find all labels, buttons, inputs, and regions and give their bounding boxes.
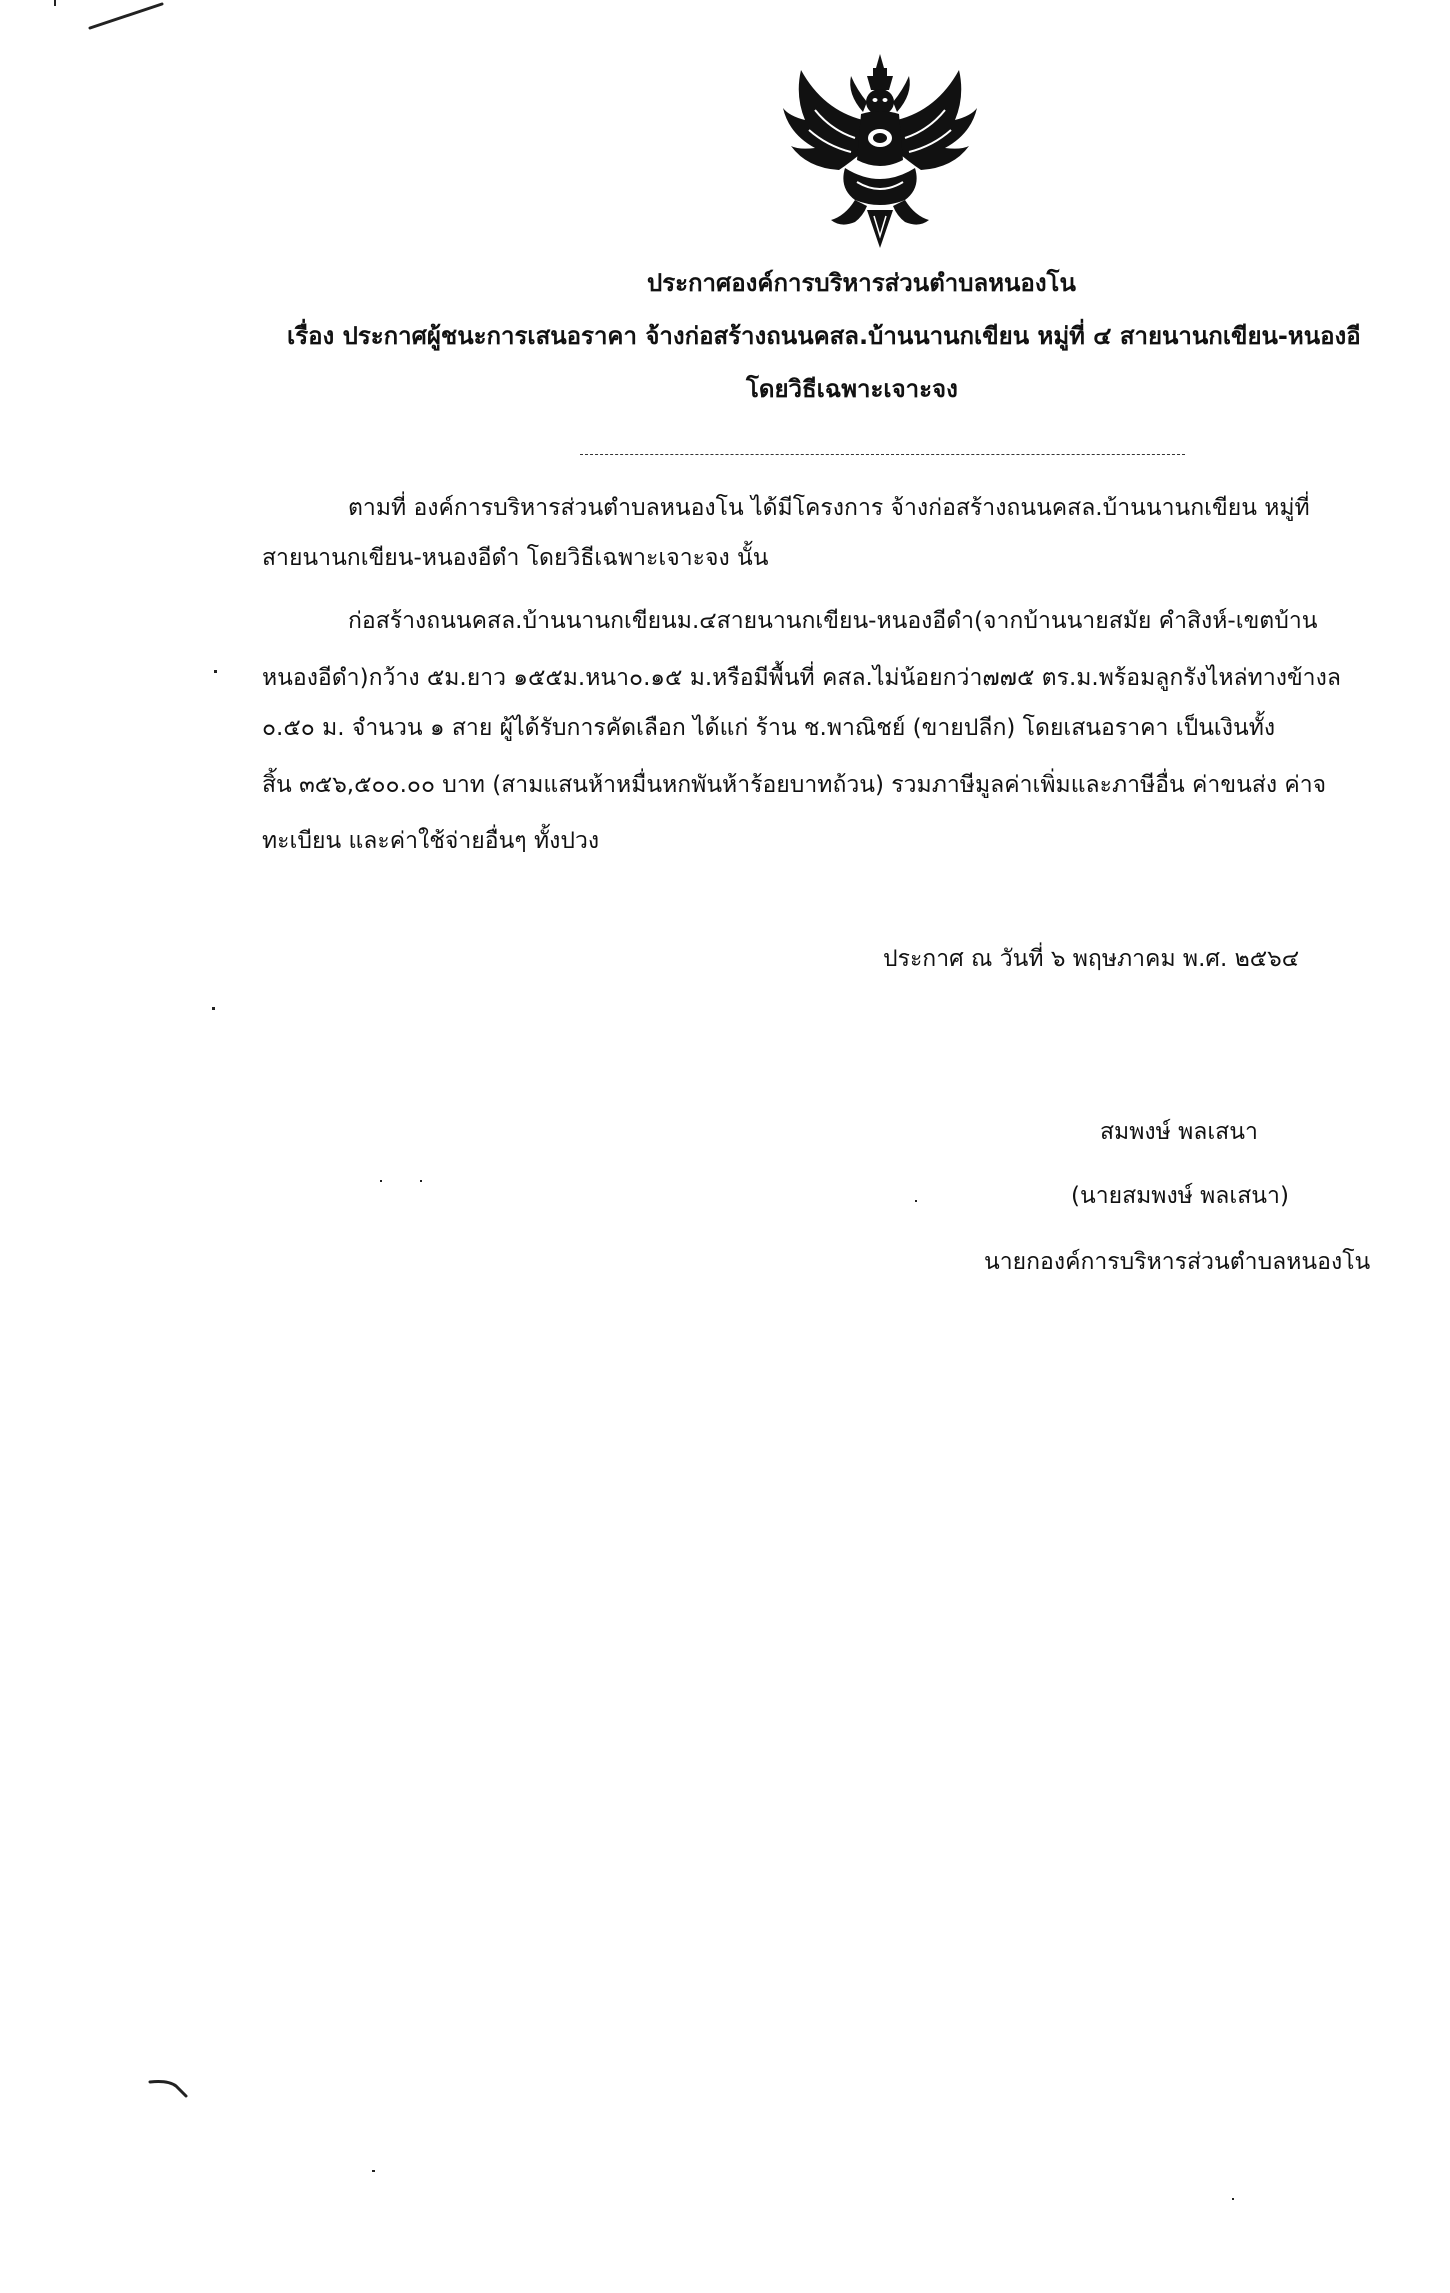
announcement-subject: เรื่อง ประกาศผู้ชนะการเสนอราคา จ้างก่อสร้างถนนคสล.บ้านนานกเขียน หมู่ที่ ๔ สายนานกเขียน-หนองอี	[287, 322, 1361, 350]
pen-stroke-mark	[80, 0, 170, 40]
paragraph1-line1: ตามที่ องค์การบริหารส่วนตำบลหนองโน ได้มีโครงการ จ้างก่อสร้างถนนคสล.บ้านนานกเขียน หมู่ที่	[348, 495, 1310, 521]
scan-speck	[380, 1180, 382, 1182]
scan-speck	[420, 1180, 422, 1182]
signer-position: นายกองค์การบริหารส่วนตำบลหนองโน	[984, 1249, 1371, 1275]
signature-name: สมพงษ์ พลเสนา	[1100, 1119, 1258, 1145]
separator-line	[580, 454, 1185, 455]
scan-speck	[212, 1007, 215, 1010]
pen-stroke-mark	[146, 2076, 196, 2106]
scan-speck	[372, 2170, 375, 2172]
paragraph2-line2: หนองอีดำ)กว้าง ๕ม.ยาว ๑๕๕ม.หนา๐.๑๕ ม.หรือมีพื้นที่ คสล.ไม่น้อยกว่า๗๗๕ ตร.ม.พร้อมลูกรังไหล่ทางข้างล	[262, 665, 1341, 691]
announcement-date: ประกาศ ณ วันที่ ๖ พฤษภาคม พ.ศ. ๒๕๖๔	[883, 946, 1300, 972]
signer-full-name: (นายสมพงษ์ พลเสนา)	[1071, 1183, 1289, 1209]
scan-speck	[915, 1200, 917, 1202]
paragraph2-line1: ก่อสร้างถนนคสล.บ้านนานกเขียนม.๔สายนานกเขียน-หนองอีดำ(จากบ้านนายสมัย คำสิงห์-เขตบ้าน	[348, 608, 1318, 634]
scan-speck	[1232, 2198, 1234, 2200]
paragraph2-line5: ทะเบียน และค่าใช้จ่ายอื่นๆ ทั้งปวง	[262, 828, 600, 854]
procurement-method: โดยวิธีเฉพาะเจาะจง	[746, 375, 958, 403]
paragraph2-line3: ๐.๕๐ ม. จำนวน ๑ สาย ผู้ได้รับการคัดเลือก ได้แก่ ร้าน ช.พาณิชย์ (ขายปลีก) โดยเสนอราคา เป็นเงินทั้ง	[262, 715, 1276, 741]
paragraph1-line2: สายนานกเขียน-หนองอีดำ โดยวิธีเฉพาะเจาะจง นั้น	[262, 545, 769, 571]
edge-mark	[54, 0, 56, 6]
paragraph2-line4: สิ้น ๓๕๖,๕๐๐.๐๐ บาท (สามแสนห้าหมื่นหกพันห้าร้อยบาทถ้วน) รวมภาษีมูลค่าเพิ่มและภาษีอื่น ค่าขนส่ง ค่าจ	[262, 772, 1327, 798]
organization-title: ประกาศองค์การบริหารส่วนตำบลหนองโน	[647, 269, 1076, 297]
garuda-emblem-icon	[775, 50, 985, 255]
scan-speck	[214, 670, 217, 673]
